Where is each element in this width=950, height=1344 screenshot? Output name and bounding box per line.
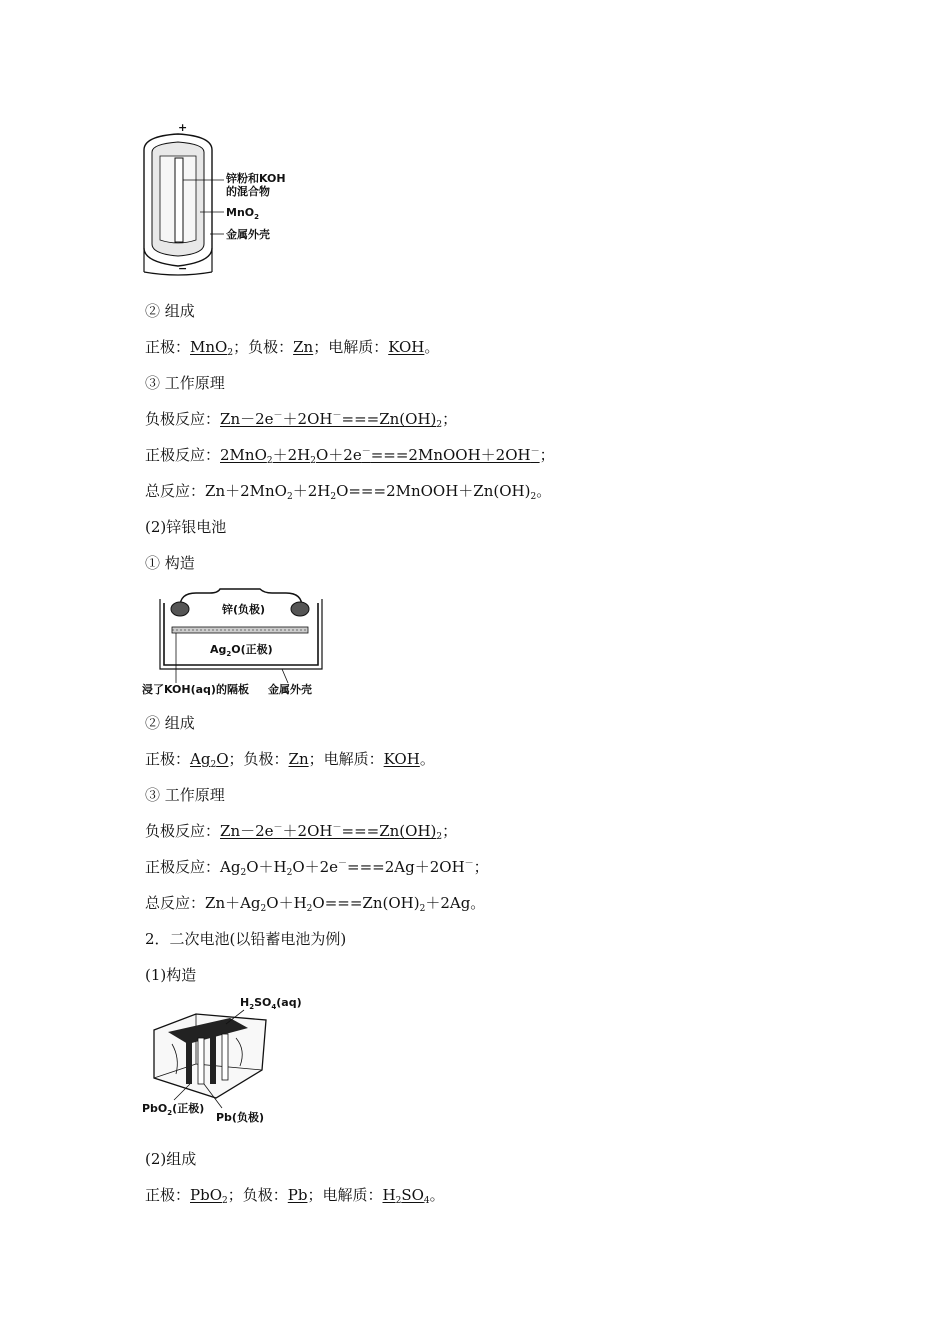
s2-composition-heading: ② 组成 [145, 714, 195, 732]
label-mno2: MnO$_2$ [226, 206, 260, 221]
lead-acid-battery-diagram [140, 994, 310, 1130]
lead-acid-battery-figure [140, 994, 310, 1130]
s2-negative-electrode: Zn [288, 750, 309, 768]
label-separator: 浸了KOH(aq)的隔板 [142, 683, 249, 696]
s2-positive-reaction: 正极反应：$Ag_2O+H_2O+2e^-===2Ag+2OH^-$； [145, 858, 489, 878]
label-zinc-negative: 锌(负极) [222, 603, 266, 616]
s2-total-reaction: 总反应：$Zn+Ag_2O+H_2O===Zn(OH)_2+2Ag$。 [145, 894, 486, 914]
s2-principle-heading: ③ 工作原理 [145, 786, 225, 804]
s1-principle-heading: ③ 工作原理 [145, 374, 225, 392]
s1-total-reaction: 总反应：$Zn+2MnO_2+2H_2O===2MnOOH+Zn(OH)_2$。 [145, 482, 552, 502]
s2-title: (2)锌银电池 [145, 518, 227, 536]
s3-structure-heading: (1)构造 [145, 966, 197, 984]
label-zinc-koh-line2: 的混合物 [226, 185, 270, 198]
label-metal-shell: 金属外壳 [226, 228, 270, 241]
zinc-silver-battery-diagram [140, 585, 340, 703]
s1-positive-electrode: MnO$_2$ [190, 338, 234, 358]
s3-positive-electrode: PbO$_2$ [190, 1186, 228, 1206]
s3-composition-heading: (2)组成 [145, 1150, 197, 1168]
s1-composition-line: 正极：MnO$_2$；负极：Zn；电解质：KOH。 [145, 338, 440, 358]
label-zinc-koh-line1: 锌粉和KOH [226, 172, 286, 185]
label-pb-negative: Pb(负极) [216, 1111, 264, 1124]
label-h2so4: $H_2SO_4(aq)$ [240, 996, 302, 1011]
s2-composition-line: 正极：$Ag_2O$；负极：Zn；电解质：KOH。 [145, 750, 435, 770]
s3-electrolyte: $H_2SO_4$ [382, 1186, 430, 1206]
s1-electrolyte: KOH [388, 338, 425, 356]
alkaline-battery-diagram [138, 120, 308, 280]
s2-negative-reaction: 负极反应：$Zn-2e^-+2OH^-===Zn(OH)_2$； [145, 822, 458, 842]
minus-sign: − [178, 262, 188, 275]
zinc-silver-battery-figure [140, 585, 340, 703]
plus-sign: + [178, 121, 188, 134]
s3-negative-electrode: Pb [287, 1186, 308, 1204]
s2-structure-heading: ① 构造 [145, 554, 195, 572]
s1-composition-heading: ② 组成 [145, 302, 195, 320]
alkaline-battery-figure [138, 120, 308, 280]
s3-composition-line: 正极：PbO$_2$；负极：Pb；电解质：$H_2SO_4$。 [145, 1186, 445, 1206]
s2-electrolyte: KOH [383, 750, 420, 768]
s1-negative-reaction: 负极反应：$Zn-2e^-+2OH^-===Zn(OH)_2$； [145, 410, 458, 430]
s1-positive-reaction: 正极反应：$2MnO_2+2H_2O+2e^-===2MnOOH+2OH^-$； [145, 446, 555, 466]
label-metal-shell-2: 金属外壳 [268, 683, 312, 696]
s1-negative-electrode: Zn [293, 338, 314, 356]
s3-title: 2．二次电池(以铅蓄电池为例) [145, 930, 347, 948]
s2-positive-electrode: $Ag_2O$ [190, 750, 229, 770]
label-ag2o-positive: $Ag_2O$(正极) [210, 643, 273, 658]
label-pbo2-positive: PbO$_2$(正极) [142, 1102, 205, 1117]
